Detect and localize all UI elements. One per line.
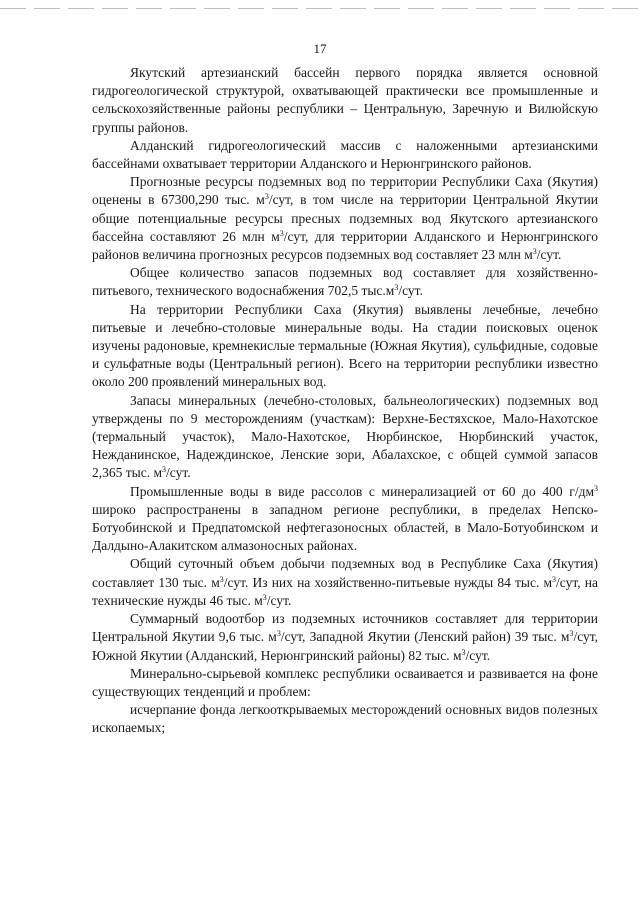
paragraph — [92, 137, 598, 173]
paragraph — [92, 173, 598, 264]
paragraph-text: Общее количество запасов подземных вод составляет для хозяйственно-питьевого, технического водоснабжения 702,5 тыс.м — [92, 265, 598, 299]
paragraph-text: /сут. — [465, 647, 491, 663]
paragraph — [92, 555, 598, 610]
superscript: 3 — [162, 465, 167, 475]
superscript: 3 — [394, 283, 399, 293]
paragraph-text: Суммарный водоотбор из подземных источников составляет для территории Центральной Якутии 9,6 тыс. м — [92, 611, 598, 645]
paragraph-text: Алданский гидрогеологический массив с наложенными артезианскими бассейнами охватывает территории Алданского и Нерюнгринского районов. — [92, 137, 598, 172]
paragraph-text: /сут. — [398, 283, 423, 299]
paragraph-text: /сут, на технические нужды 46 тыс. м — [92, 574, 598, 608]
paragraph-text: /сут, Южной Якутии (Алданский, Нерюнгринский районы) 82 тыс. м — [92, 629, 599, 663]
scan-edge-line — [0, 8, 640, 9]
superscript: 3 — [594, 483, 598, 493]
superscript: 3 — [276, 629, 281, 639]
superscript: 3 — [532, 247, 537, 257]
paragraph — [92, 264, 598, 300]
paragraph — [92, 64, 598, 137]
paragraph-text: На территории Республики Саха (Якутия) выявлены лечебные, лечебно питьевые и лечебно-столовые минеральные воды. На стадии поисковых оценок изучены радоновые, кремнекислые термальные (Южная Якутия), сульфидные, содовые и сульфатные воды (Центральный регион). Всего на территории республики известно около 200 проявлений минеральных вод. — [92, 301, 598, 390]
paragraph-text: исчерпание фонда легкооткрываемых месторождений основных видов полезных ископаемых; — [92, 702, 598, 736]
superscript: 3 — [262, 592, 267, 602]
paragraph-text: /сут, Западной Якутии (Ленский район) 39 тыс. м — [280, 629, 570, 645]
superscript: 3 — [569, 629, 574, 639]
document-body — [92, 64, 598, 738]
page-number: 17 — [313, 41, 327, 56]
paragraph-text: /сут, в том числе на территории Центральной Якутии общие потенциальные ресурсы пресных подземных вод Якутского артезианского бассейна составляют 26 млн м — [92, 192, 599, 244]
paragraph — [92, 701, 598, 737]
paragraph — [92, 301, 598, 392]
superscript: 3 — [264, 192, 269, 202]
superscript: 3 — [461, 647, 466, 657]
paragraph — [92, 665, 598, 701]
paragraph — [92, 610, 598, 665]
paragraph-text: Промышленные воды в виде рассолов с минерализацией от 60 до 400 г/дм — [130, 483, 594, 499]
paragraph-text: /сут. Из них на хозяйственно-питьевые нужды 84 тыс. м — [223, 574, 553, 590]
superscript: 3 — [219, 574, 224, 584]
superscript: 3 — [552, 574, 557, 584]
paragraph-text: /сут. — [166, 465, 191, 481]
paragraph-text: /сут. — [266, 592, 292, 608]
superscript: 3 — [279, 228, 284, 238]
paragraph-text: Прогнозные ресурсы подземных вод по территории Республики Саха (Якутия) оценены в 67300,290 тыс. м — [92, 174, 598, 208]
paragraph-text: /сут. — [536, 247, 562, 263]
paragraph-text: /сут, для территории Алданского и Нерюнгринского районов величина прогнозных ресурсов подземных вод составляет 23 млн м — [92, 228, 598, 263]
paragraph — [92, 392, 598, 483]
paragraph-text: Минерально-сырьевой комплекс республики осваивается и развивается на фоне существующих тенденций и проблем: — [92, 665, 598, 699]
paragraph-text: широко распространены в западном регионе республики, в пределах Непско-Ботуобинской и Предпатомской нефтегазоносных областей, в Мало-Ботуобинском и Далдыно-Алакитском алмазоносных районах. — [92, 501, 598, 554]
paragraph — [92, 483, 598, 556]
paragraph-text: Общий суточный объем добычи подземных вод в Республике Саха (Якутия) составляет 130 тыс. м — [92, 556, 598, 590]
paragraph-text: Якутский артезианский бассейн первого порядка является основной гидрогеологической структурой, охватывающей практически все промышленные и сельскохозяйственные районы республики – Центральную, Заречную и Вилюйскую группы районов. — [92, 65, 598, 135]
paragraph-text: Запасы минеральных (лечебно-столовых, бальнеологических) подземных вод утверждены по 9 месторождениям (участкам): Верхне-Бестяхское, Мало-Нахотское (термальный участок), Мало-Нахотское, Нюрбинское, Нюрбинский участок, Нежданинское, Надеждинское, Ленские зори, Абалахское, с общей суммой запасов 2,365 тыс. м — [92, 392, 598, 481]
